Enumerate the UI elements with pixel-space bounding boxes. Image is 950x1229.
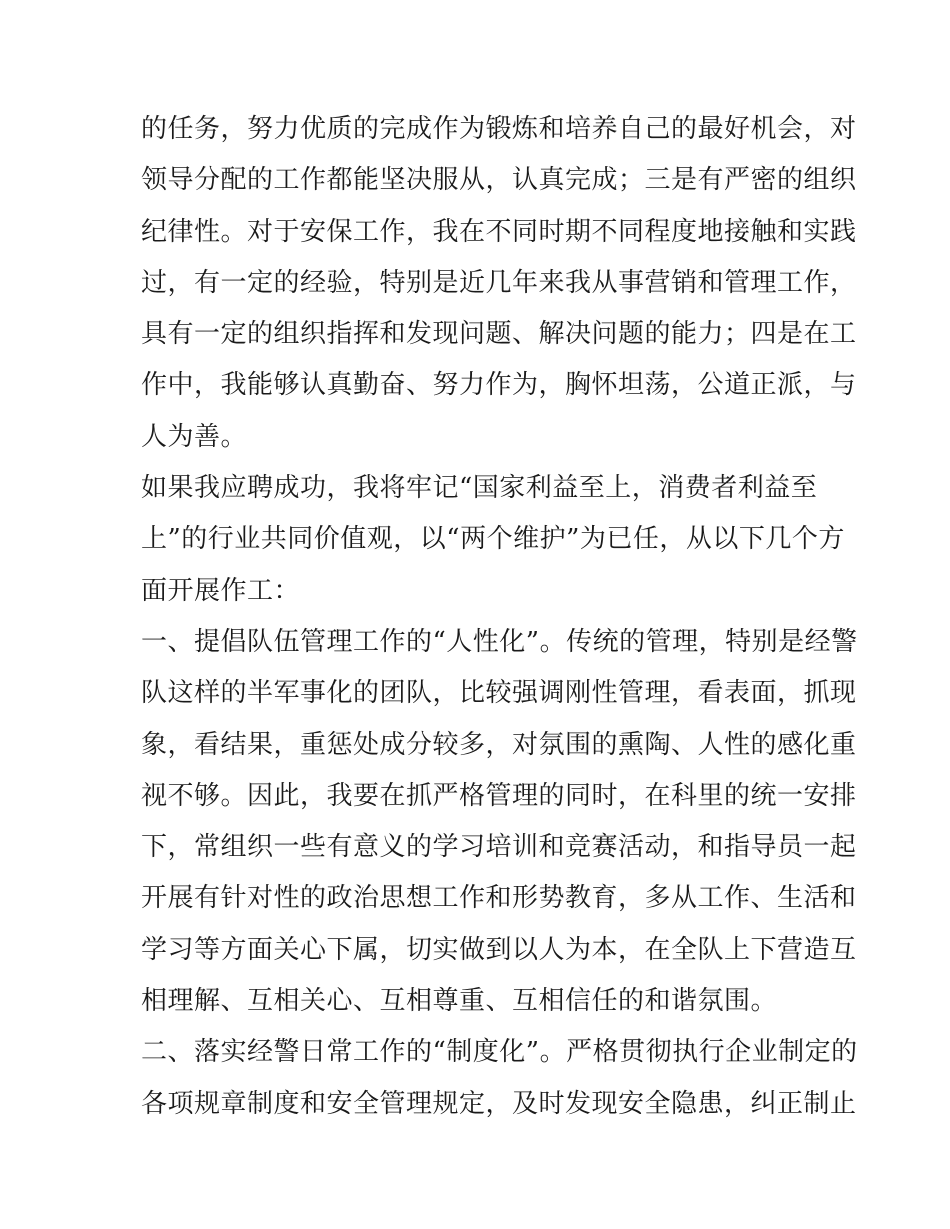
- text-line: 相理解、互相关心、互相尊重、互相信任的和谐氛围。: [141, 986, 778, 1017]
- text-line: 象，看结果，重惩处成分较多，对氛围的熏陶、人性的感化重: [141, 729, 857, 760]
- text-line: 开展有针对性的政治思想工作和形势教育，多从工作、生活和: [141, 883, 857, 914]
- text-line: 过，有一定的经验，特别是近几年来我从事营销和管理工作，: [141, 267, 857, 298]
- text-line: 视不够。因此，我要在抓严格管理的同时，在科里的统一安排: [141, 780, 857, 811]
- text-line: 学习等方面关心下属，切实做到以人为本，在全队上下营造互: [141, 934, 857, 965]
- text-line: 作中，我能够认真勤奋、努力作为，胸怀坦荡，公道正派，与: [141, 370, 857, 401]
- document-body: [141, 104, 858, 1130]
- text-line: 上”的行业共同价值观，以“两个维护”为已任，从以下几个方: [141, 524, 845, 555]
- text-line: 各项规章制度和安全管理规定，及时发现安全隐患，纠正制止: [141, 1088, 857, 1119]
- text-line: 人为善。: [141, 421, 248, 452]
- text-line: 领导分配的工作都能坚决服从，认真完成；三是有严密的组织: [141, 165, 857, 196]
- text-line: 二、落实经警日常工作的“制度化”。严格贯彻执行企业制定的: [141, 1037, 858, 1068]
- text-line: 具有一定的组织指挥和发现问题、解决问题的能力；四是在工: [141, 319, 857, 350]
- text-line: 纪律性。对于安保工作，我在不同时期不同程度地接触和实践: [141, 216, 857, 247]
- text-line: 面开展作工：: [141, 575, 301, 606]
- text-line: 一、提倡队伍管理工作的“人性化”。传统的管理，特别是经警: [141, 626, 858, 657]
- text-line: 如果我应聘成功，我将牢记“国家利益至上，消费者利益至: [141, 473, 818, 504]
- text-line: 的任务，努力优质的完成作为锻炼和培养自己的最好机会，对: [141, 114, 857, 144]
- text-line: 队这样的半军事化的团队，比较强调刚性管理，看表面，抓现: [141, 678, 857, 709]
- text-line: 下，常组织一些有意义的学习培训和竞赛活动，和指导员一起: [141, 832, 857, 863]
